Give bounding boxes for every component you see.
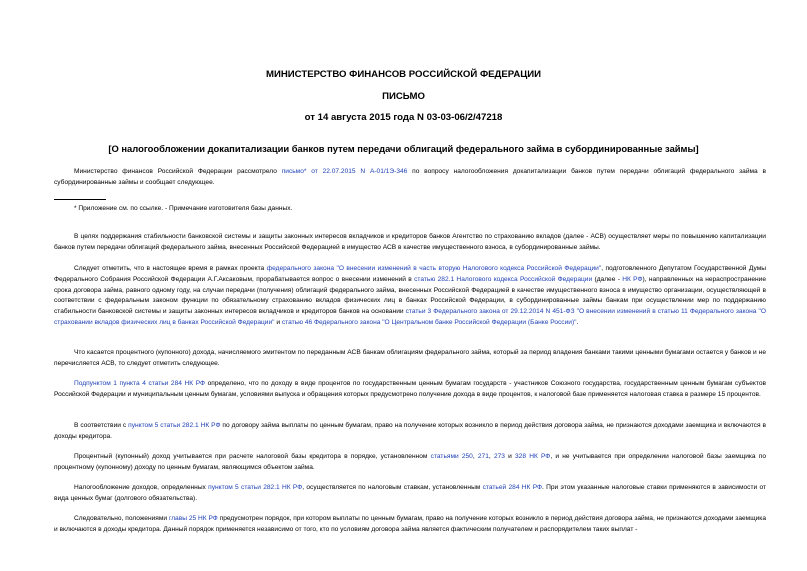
footnote: * Приложение см. по ссылке. - Примечание изготовителя базы данных. [74,205,293,212]
federal-law-451-link[interactable]: статьи 3 Федерального закона от 29.12.2014 N 451-ФЗ "О внесении изменений в статью 11 Федерального закона "О страховании вкладов физических лиц в банках Российской Федерации" [54,308,766,326]
article-250-link[interactable]: статьями 250 [430,453,473,460]
p9-text-a: Следовательно, положениями [74,515,169,522]
date-number-heading: от 14 августа 2015 года N 03-03-06/2/47218 [304,112,503,123]
p6-text-a: В соответствии с [74,422,129,429]
p8-text-c: . При этом указанные налоговые ставки применяются в зависимости от вида ценных бумаг (долгового обязательства). [54,484,767,502]
clause-5-282-1-link[interactable]: пунктом 5 статьи 282.1 НК РФ [128,422,221,429]
central-bank-law-link[interactable]: статью 46 Федерального закона "О Центральном банке Российской Федерации (Банке России)" [281,318,577,326]
paragraph-7 [54,452,766,474]
p3-text-e: и [274,318,282,326]
paragraph-6 [54,421,766,443]
letter-link[interactable]: письмо* от 22.07.2015 N А-01/1Э-346 [281,168,408,175]
article-282-1-link[interactable]: статью 282.1 Налогового кодекса Российской Федерации [414,275,593,283]
p6-text-b: по договору займа выплаты по ценным бумагам, право на получение которых возникло в период действия договора займа, не признаются доходами заемщика и включаются в доходы кредитора. [54,422,766,440]
tax-code-link[interactable]: НК РФ [622,275,643,283]
clause-5-282-1-link-2[interactable]: пунктом 5 статьи 282.1 НК РФ [208,484,303,491]
p3-text-c: (далее - [592,275,623,283]
paragraph-5 [54,379,766,401]
paragraph-2 [54,232,766,254]
p8-text-b: , осуществляется по налоговым ставкам, установленным [302,484,483,491]
p7-text-b: , и не учитывается при определении налоговой базы заемщика по процентному (купонному) доходу по ценным бумагам, являющимся объектом займа. [54,453,767,471]
p3-text-b: , подготовленного Депутатом Государственной Думы Федерального Собрания Российской Федерации А.Г.Аксаковым, прорабатывается вопрос о внесении изменений в [54,265,767,283]
paragraph-9 [54,514,766,536]
ministry-heading: МИНИСТЕРСТВО ФИНАНСОВ РОССИЙСКОЙ ФЕДЕРАЦИИ [265,69,542,80]
p1-text-b: по вопросу налогообложения докапитализации банков путем передачи облигаций федерального займа в субординированные займы и сообщает следующее. [54,168,767,186]
paragraph-1 [54,167,766,189]
chapter-25-link[interactable]: главы 25 НК РФ [168,515,218,522]
p7-sep-3: и [504,453,516,460]
article-328-link[interactable]: 328 НК РФ [515,453,551,460]
p4-text: Что касается процентного (купонного) дохода, начисляемого эмитентом по переданным АСВ банкам облигациям федерального займа, который за период владения банками такими ценными бумагами остается у банков и не перечисляется АСВ, то следует отметить следующее. [54,349,766,367]
p8-text-a: Налогообложение доходов, определенных [74,484,209,491]
subject-heading: [О налогообложении докапитализации банков путем передачи облигаций федерального займа в субординированные займы] [108,143,699,154]
subparagraph-284-link[interactable]: Подпунктом 1 пункта 4 статьи 284 НК РФ [74,380,206,387]
p7-text-a: Процентный (купонный) доход учитывается при расчете налоговой базы кредитора в порядке, установленном [74,453,431,460]
article-284-link[interactable]: статьей 284 НК РФ [482,484,543,491]
p2-text: В целях поддержания стабильности банковской системы и защиты законных интересов вкладчиков и кредиторов банков Агентство по страхованию вкладов (далее - АСВ) осуществляет меры по повышению капитализации банков путем передачи облигаций федерального займа, внесенных Российской Федерацией в имущество АСВ в качестве имущественного взноса, в субординированные займы. [54,233,766,251]
p7-sep-1: , [472,453,478,460]
p3-text-d: ), направленных на нераспространение срока договора займа, равного одному году, на случаи передачи (получения) облигаций федерального займа, внесенных Российской Федерацией в качестве имущественного взноса в имущество организации, осуществляющей в соответствии с федеральным законом функции по обязательному страхованию вкладов физических лиц в банках Российской Федерации, в субординированные займы банкам при осуществлении мер по поддержанию стабильности банковской системы и защиты законных интересов вкладчиков и кредиторов банков на основании [54,275,766,316]
paragraph-4 [54,348,766,370]
p1-text-a: Министерство финансов Российской Федерации рассмотрело [74,168,282,175]
document-type-heading: ПИСЬМО [382,91,425,102]
paragraph-8 [54,483,766,505]
p3-text-a: Следует отметить, что в настоящее время в рамках проекта [74,265,267,272]
footnote-divider [54,199,106,200]
article-273-link[interactable]: 273 [493,453,505,460]
draft-law-link[interactable]: федерального закона "О внесении изменений в часть вторую Налогового кодекса Российской Федерации" [266,265,602,272]
p3-text-f: . [576,318,579,326]
paragraph-3 [54,264,766,329]
p5-text-a: определено, что по доходу в виде процентов по государственным ценным бумагам государств - участников Союзного государства, государственным ценным бумагам субъектов Российской Федерации и муниципальным ценным бумагам, условиями выпуска и обращения которых предусмотрено получение дохода в виде процентов, к налоговой базе применяется налоговая ставка в размере 15 процентов. [54,380,766,398]
article-271-link[interactable]: 271 [477,453,489,460]
p7-sep-2: , [488,453,494,460]
p9-text-b: предусмотрен порядок, при котором выплаты по ценным бумагам, право на получение которых возникло в период действия договора займа, не признаются доходами заемщика и включаются в доходы кредитора. Данный порядок применяется независимо от того, кто по условиям договора займа является фактическим получателем и распорядителем таких выплат - [54,515,766,533]
